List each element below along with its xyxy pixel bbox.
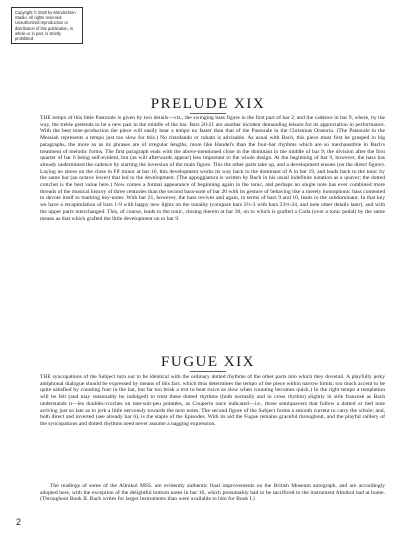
prelude-rule [190,113,226,114]
fugue-body-paragraph-2: The readings of some of the Altnikol MSS. are evidently authentic final improvements on the British Museum autograph, and are accordingly adopted here, with the exception of the delightful bottom notes in bar 16, which presumably had to be sacrificed to the instrument Altnikol had at home. (Throughout Book II. Bach writes for larger instruments than were available to him for Book I.) [40,483,385,503]
copyright-notice: Copyright © 2025 by Mondschein Studio. All rights reserved. Unauthorized reproduction or distribution of this publication, in whole or in part, is strictly prohibited. [11,7,83,44]
fugue-rule [190,371,226,372]
fugue-body-paragraph-1: THE syncopations of the Subject turn out to be identical with the ordinary dotted rhythms of the other parts into which they dovetail. A playfully jerky antiphonal dialogue should be expressed by means of this fact, which thus determines the tempo of the piece within narrow limits; too much accent to be quite satisfied by counting four in the bar, but far too brisk a trot to beat twice as slow when counting becomes quick.) In the right tempo a temptation will be felt (and may reasonably be indulged) to treat these dotted rhythms (both normally and in cross rhythm) slightly in stile francese as Bach understands it—les doubles-croches un tant-soit-peu pointées, as Couperin once indicated—i.e., those semiquavers that follow a dotted or tied note arriving just so late as to jerk a little nervously towards the next notes. The second figure of the Subject forms a smooth current to carry the whole; and, both direct and inverted (see already bar 6), is the staple of the Episodes. With its aid the Fugue remains graceful throughout, and the playful raillery of the syncopations and dotted rhythms need never assume a nagging expression. [40,374,385,427]
fugue-title: FUGUE XIX [161,354,255,370]
prelude-body: THE tempo of this little Pastorale is given by two details—viz., the swinging bass figure in the first part of bar 2, and the cadence in bar 9, where, by the way, the treble pretends to be a new part in the middle of the bar. Bars 20-21 are another incident demanding leisure for its appreciation in performance. With the best tone-production the piece will easily bear a tempo no faster than that of the Pastorale in the Christmas Oratorio. (The Pastorale in the Messiah represents a tempo just too slow for this.) No ritardando or rubato is advisable. As usual with Bach, this piece must first be grasped in big paragraphs, the more so as its phrases are of irregular lengths, more like Handel's than the four-bar rhythms which are so inexhaustible in Bach's treatment of melodic forms. The first paragraph ends with the above-mentioned close in the dominant in the middle of bar 9; the division after the first quarter of bar 6 being self-evident, but (as will afterwards appear) less important to the whole design. At the beginning of bar 9, however, the bass has already undermined the cadence by starting the inversion of the main figure. This the other parts take up, and a development ensues (on the direct figure). Laying no stress on the close in F♯ minor at bar 16, this development works its way back to the dominant of A in bar 19, and leads back to the tonic by the same bar (an octave lower) that led to the development. (The appoggiatura is written by Bach in his usual indefinite notation as a quaver; the dotted crotchet is the best value here.) Now comes a formal appearance of beginning again in the tonic, and perhaps no single note has ever combined more threads of the musical history of three centuries than the second bass-note of bar 20 with its gesture of behaving like a merely homophonic bass contented to devote itself to marking key-notes. With bar 21, however, the bass revives and again, in terms of bars 9 and 10, leads to the subdominant. In that key we have a recapitulation of bars 1-9 with happy new lights on the tonality (compare bars 2⅓-3 with bars 23⅓-24, and note other details later), and with the upper parts interchanged. This, of course, leads to the tonic, closing therein at bar 30, on to which is grafted a Coda (over a tonic pedal) by the same means as that which grafted the little development on to bar 9. [40,115,385,222]
page-number: 2 [16,517,22,527]
prelude-title: PRELUDE XIX [150,96,266,112]
